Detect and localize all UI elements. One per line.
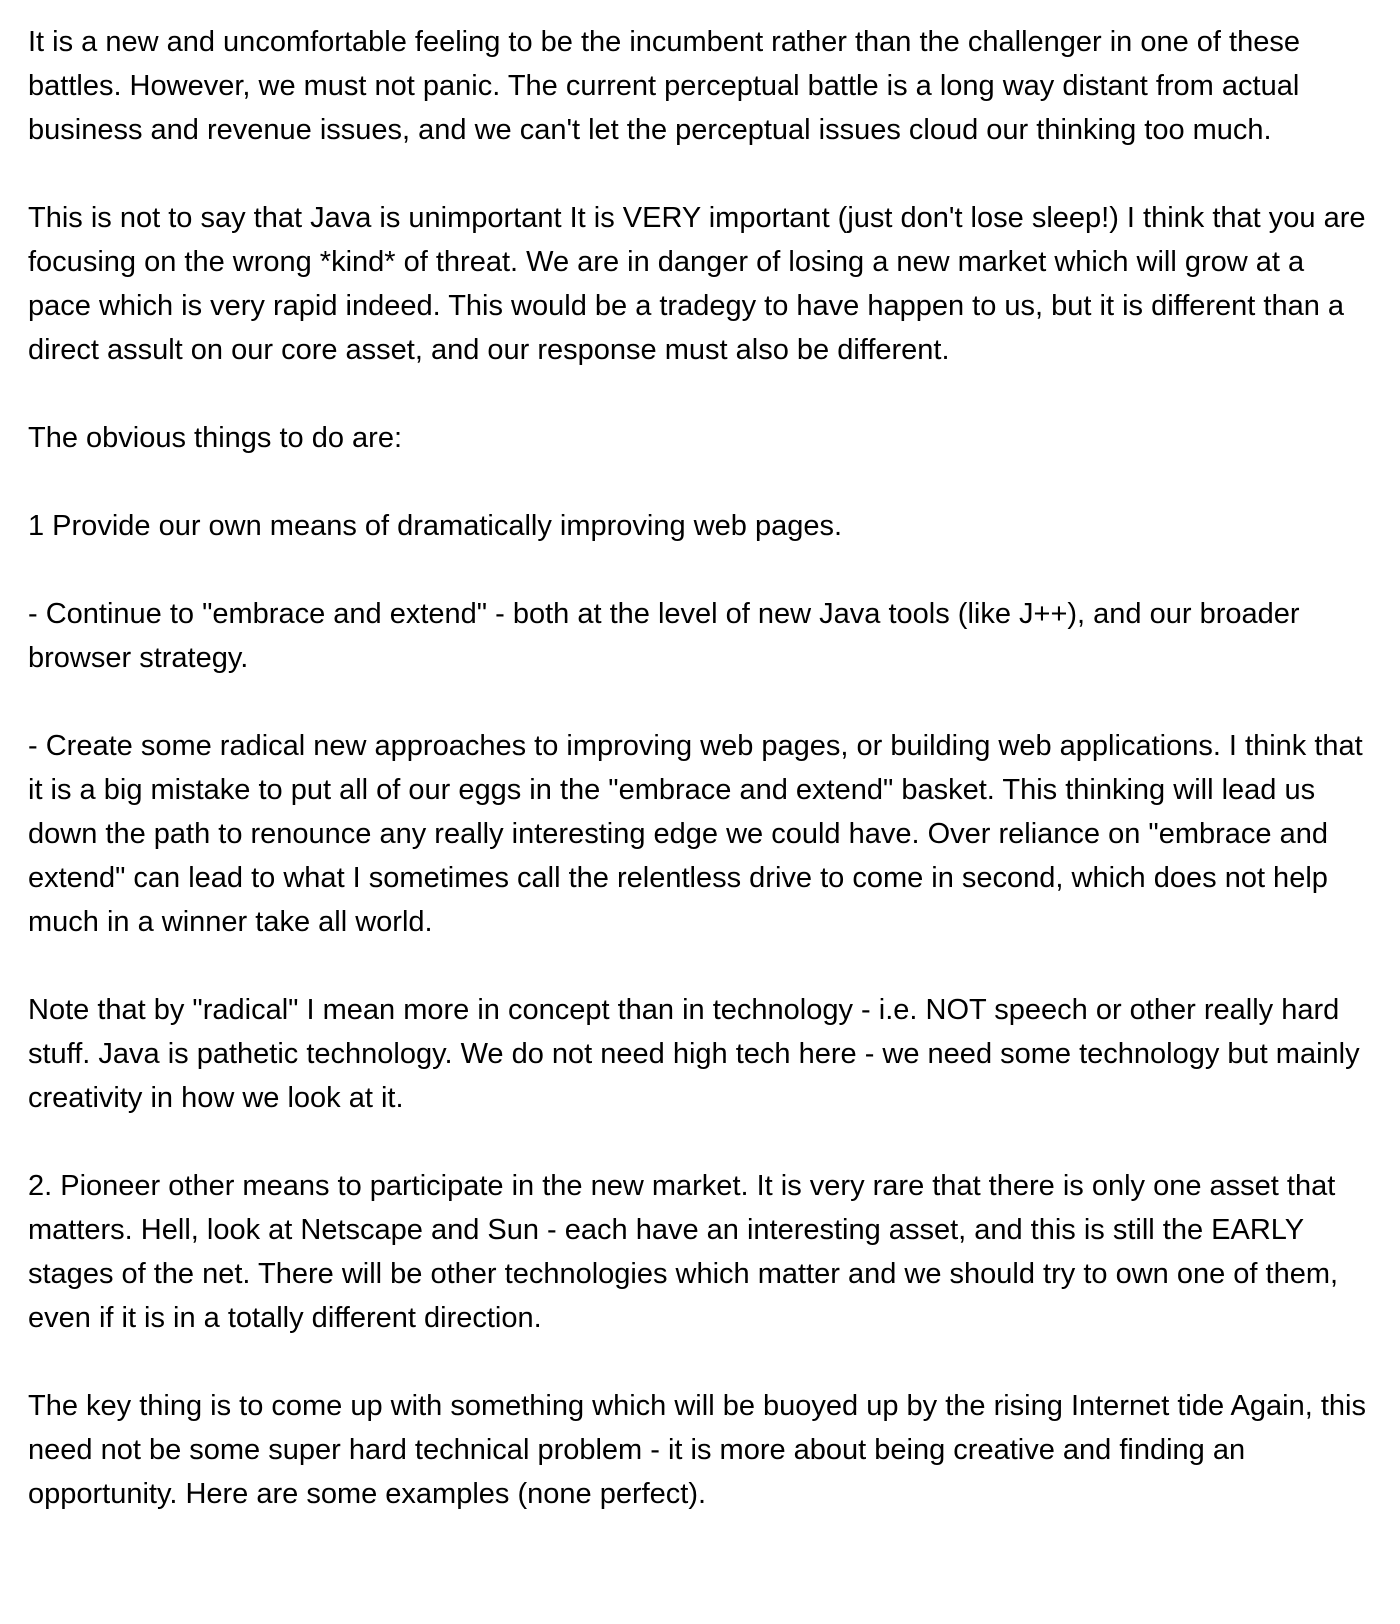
paragraph-java-importance: This is not to say that Java is unimportant It is VERY important (just don't lose sleep!) I think that you are focusing on the wrong *kind* of threat. We are in danger of losing a new market which will grow at a pace which is very rapid indeed. This would be a tradegy to have happen to us, but it is different than a direct assult on our core asset, and our response must also be different. <box>28 202 1366 366</box>
paragraph-obvious-things: The obvious things to do are: <box>28 422 403 454</box>
paragraph-item-1: 1 Provide our own means of dramatically improving web pages. <box>28 510 843 542</box>
paragraph-item-2: 2. Pioneer other means to participate in the new market. It is very rare that there is only one asset that matters. Hell, look at Netscape and Sun - each have an interesting asset, and this is still the EARLY stages of the net. There will be other technologies which matter and we should try to own one of them, even if it is in a totally different direction. <box>28 1170 1339 1334</box>
paragraph-radical-note: Note that by "radical" I mean more in concept than in technology - i.e. NOT speech or other really hard stuff. Java is pathetic technology. We do not need high tech here - we need some technology but mainly creativity in how we look at it. <box>28 994 1360 1114</box>
paragraph-key-thing: The key thing is to come up with something which will be buoyed up by the rising Internet tide Again, this need not be some super hard technical problem - it is more about being creative and finding an opportunity. Here are some examples (none perfect). <box>28 1390 1366 1510</box>
paragraph-embrace-extend: - Continue to "embrace and extend" - both at the level of new Java tools (like J++), and our broader browser strategy. <box>28 598 1300 674</box>
paragraph-radical-approaches: - Create some radical new approaches to improving web pages, or building web applications. I think that it is a big mistake to put all of our eggs in the "embrace and extend" basket. This thinking will lead us down the path to renounce any really interesting edge we could have. Over reliance on "embrace and extend" can lead to what I sometimes call the relentless drive to come in second, which does not help much in a winner take all world. <box>28 730 1363 938</box>
paragraph-incumbent: It is a new and uncomfortable feeling to be the incumbent rather than the challenger in one of these battles. However, we must not panic. The current perceptual battle is a long way distant from actual business and revenue issues, and we can't let the perceptual issues cloud our thinking too much. <box>28 26 1300 146</box>
